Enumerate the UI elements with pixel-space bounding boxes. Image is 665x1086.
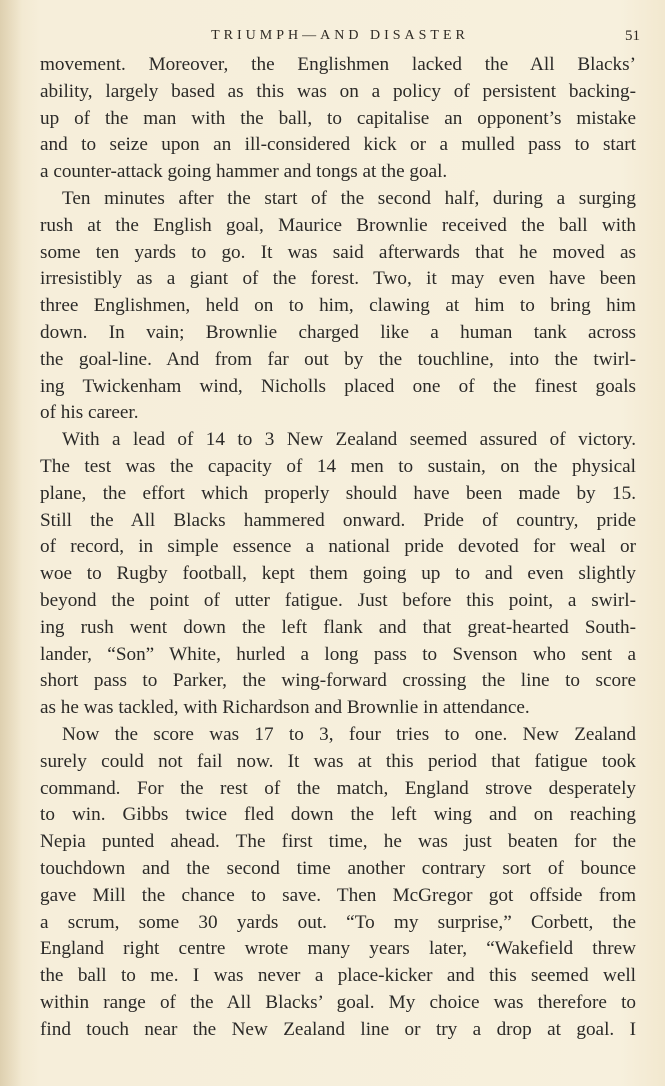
text-line: movement. Moreover, the Englishmen lacked the All Blacks’ — [40, 54, 636, 75]
text-line: up of the man with the ball, to capitalise an opponent’s mistake — [40, 107, 636, 129]
text-line: ability, largely based as this was on a policy of persistent backing- — [40, 80, 636, 102]
text-line: rush at the English goal, Maurice Brownlie received the ball with — [40, 214, 636, 236]
body-text — [40, 52, 636, 1043]
text-line: lander, “Son” White, hurled a long pass to Svenson who sent a — [40, 643, 636, 665]
page-gutter-shadow — [0, 0, 22, 1086]
text-line: gave Mill the chance to save. Then McGregor got offside from — [40, 884, 636, 906]
text-line: Ten minutes after the start of the second half, during a surging — [62, 187, 636, 209]
text-line: ing rush went down the left flank and that great-hearted South- — [40, 616, 636, 638]
text-line: a counter-attack going hammer and tongs at the goal. — [40, 161, 448, 183]
text-line: to win. Gibbs twice fled down the left wing and on reaching — [40, 804, 636, 826]
text-line: woe to Rugby football, kept them going up to and even slightly — [40, 563, 636, 585]
text-line: Now the score was 17 to 3, four tries to one. New Zealand — [62, 723, 636, 745]
text-line: plane, the effort which properly should have been made by 15. — [40, 482, 636, 504]
running-head: TRIUMPH—AND DISASTER — [211, 28, 469, 43]
text-line: beyond the point of utter fatigue. Just before this point, a swirl- — [40, 589, 636, 611]
text-line: a scrum, some 30 yards out. “To my surprise,” Corbett, the — [40, 911, 636, 933]
text-line: as he was tackled, with Richardson and Brownlie in attendance. — [40, 697, 530, 719]
text-line: the goal-line. And from far out by the touchline, into the twirl- — [40, 348, 636, 370]
text-line: England right centre wrote many years later, “Wakefield threw — [40, 938, 636, 960]
text-line: of his career. — [40, 402, 139, 424]
text-line: three Englishmen, held on to him, clawing at him to bring him — [40, 295, 636, 317]
text-line: irresistibly as a giant of the forest. Two, it may even have been — [40, 268, 636, 290]
text-line: command. For the rest of the match, England strove desperately — [40, 777, 636, 799]
text-line: and to seize upon an ill-considered kick or a mulled pass to start — [40, 134, 636, 156]
text-line: the ball to me. I was never a place-kicker and this seemed well — [40, 965, 636, 987]
text-line: With a lead of 14 to 3 New Zealand seemed assured of victory. — [62, 429, 636, 451]
text-line: down. In vain; Brownlie charged like a human tank across — [40, 321, 636, 343]
text-line: touchdown and the second time another contrary sort of bounce — [40, 857, 636, 879]
page-header — [40, 28, 640, 48]
text-line: surely could not fail now. It was at this period that fatigue took — [40, 750, 636, 772]
text-line: within range of the All Blacks’ goal. My choice was therefore to — [40, 991, 636, 1013]
text-line: some ten yards to go. It was said afterwards that he moved as — [40, 241, 636, 263]
text-line: find touch near the New Zealand line or try a drop at goal. I — [40, 1018, 636, 1040]
text-line: Still the All Blacks hammered onward. Pride of country, pride — [40, 509, 636, 531]
page-number: 51 — [625, 28, 640, 44]
text-line: of record, in simple essence a national pride devoted for weal or — [40, 536, 636, 558]
text-line: short pass to Parker, the wing-forward crossing the line to score — [40, 670, 636, 692]
text-line: Nepia punted ahead. The first time, he was just beaten for the — [40, 831, 636, 853]
text-line: The test was the capacity of 14 men to sustain, on the physical — [40, 455, 636, 477]
text-line: ing Twickenham wind, Nicholls placed one of the finest goals — [40, 375, 636, 397]
